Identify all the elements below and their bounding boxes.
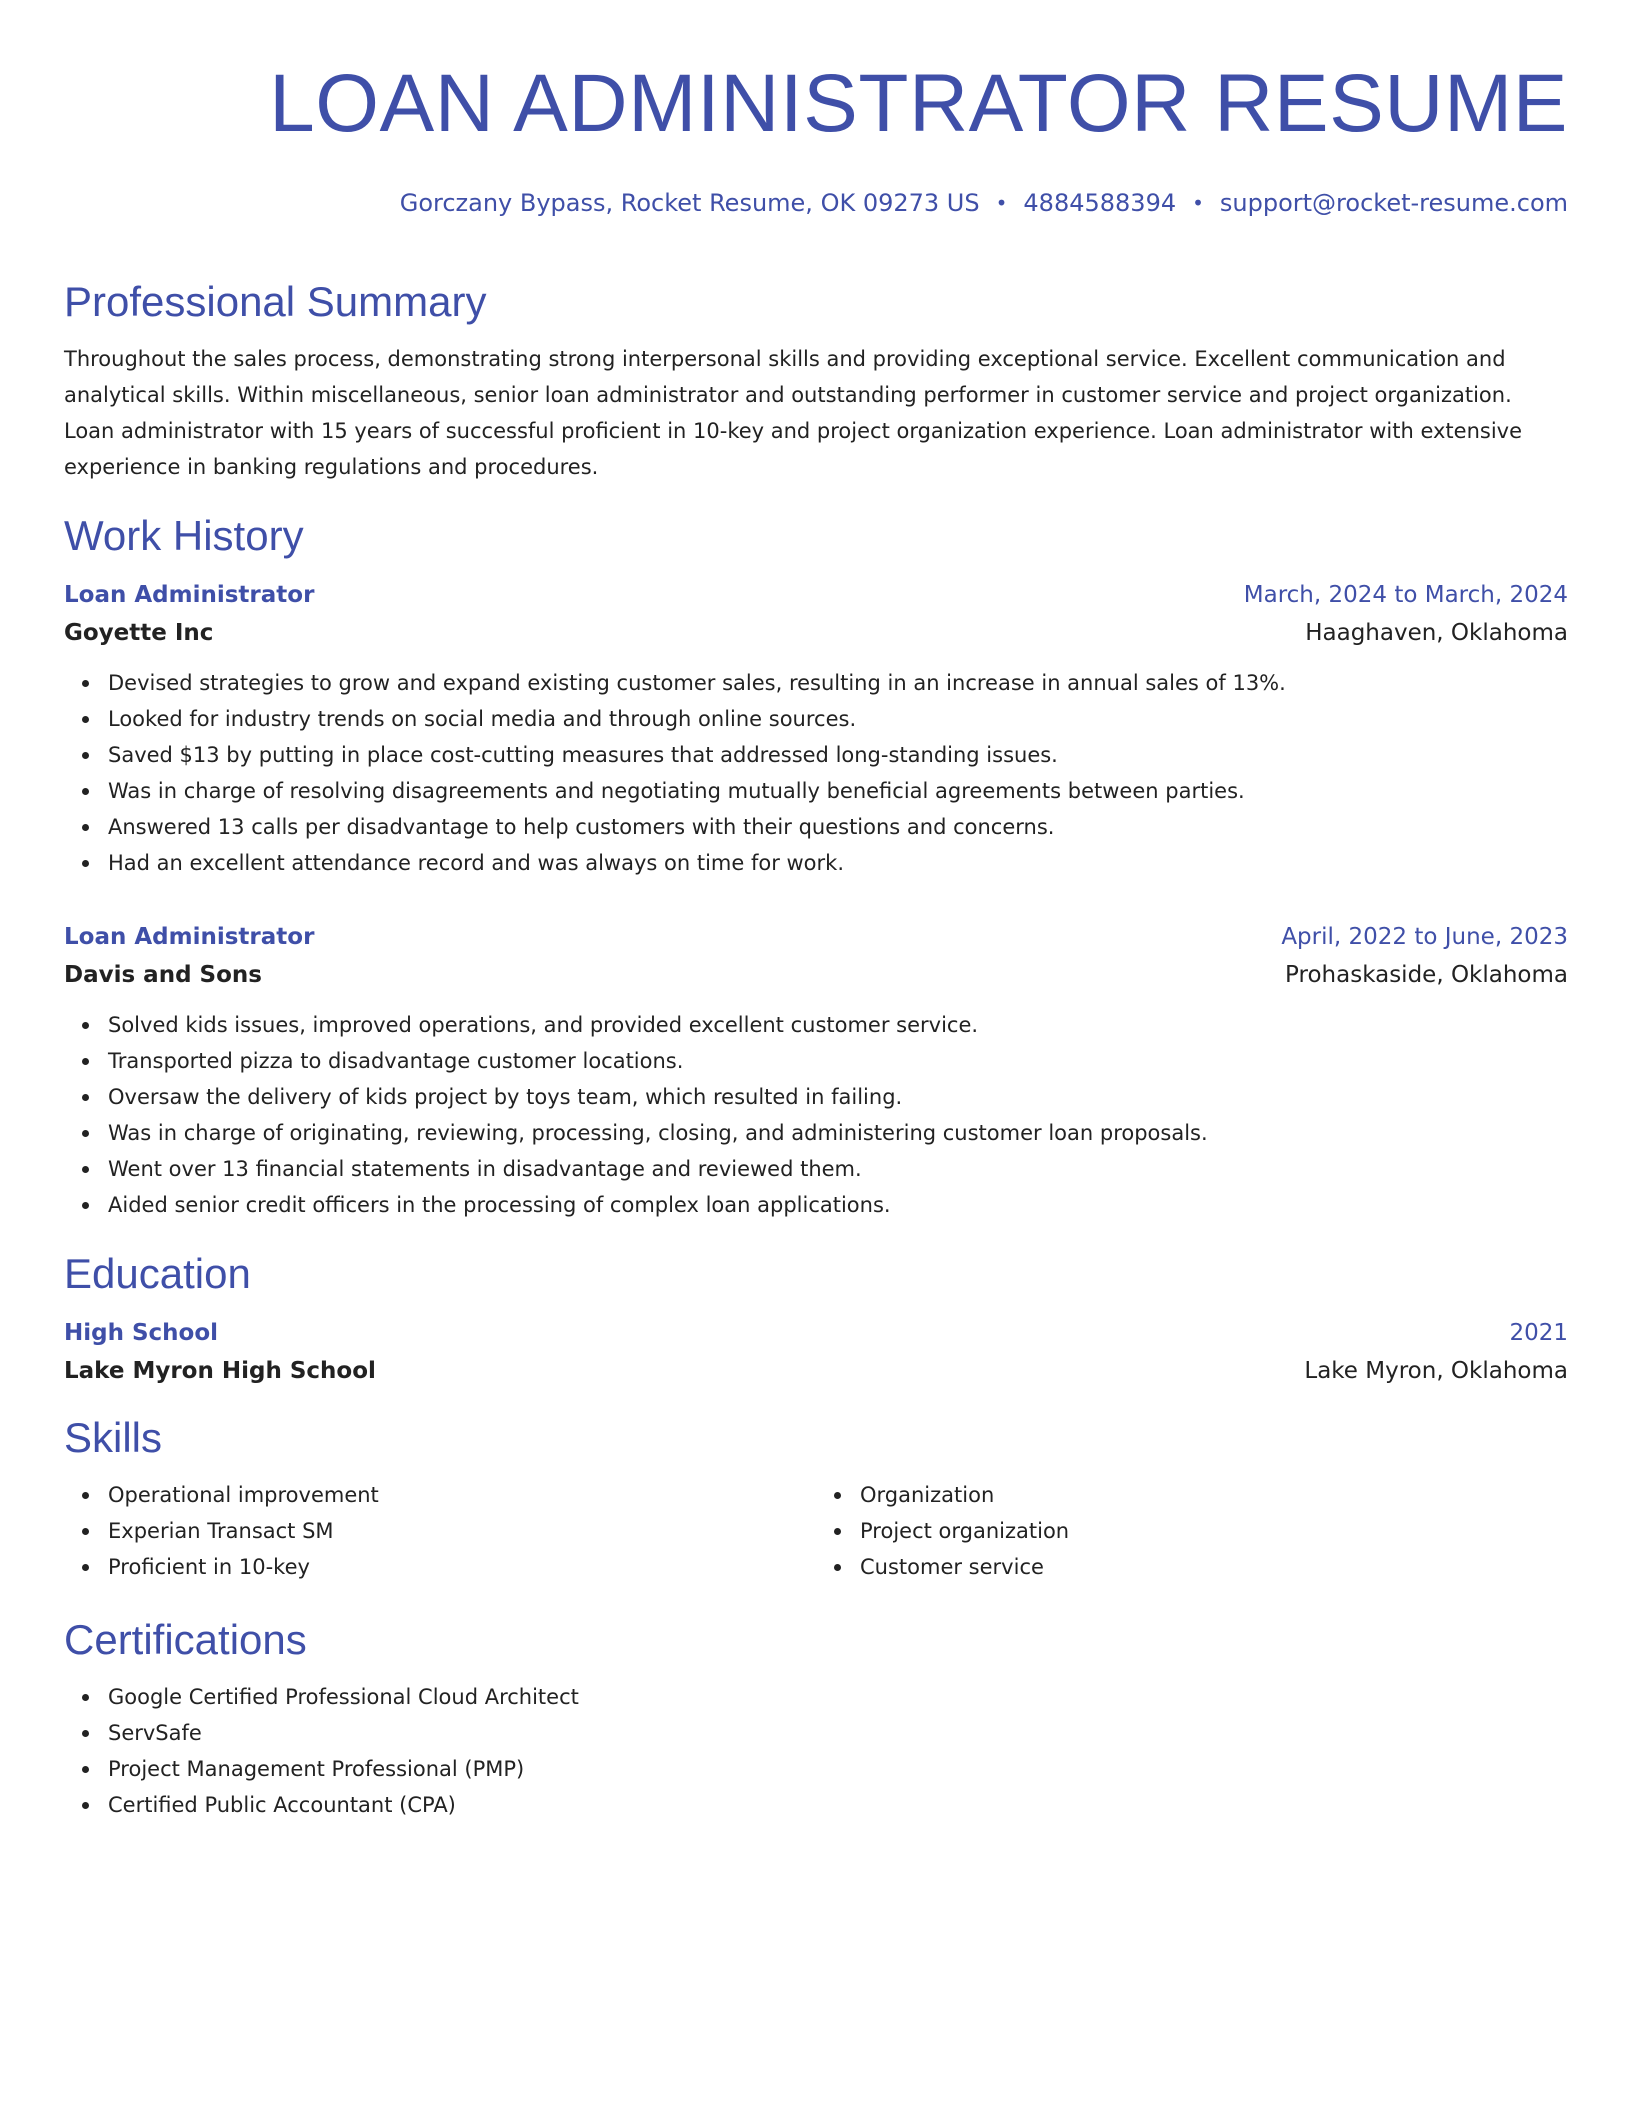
job-dates: April, 2022 to June, 2023: [1281, 924, 1568, 950]
summary-text: Throughout the sales process, demonstrating strong interpersonal skills and providing exceptional service. Excellent communication and analytical skills. Within miscellaneous, senior loan administrator and outstanding performer in customer service and project organization. Loan administrator with 15 years of successful proficient in 10-key and project organization experience. Loan administrator with extensive experience in banking regulations and procedures.: [64, 347, 1523, 479]
list-item: Was in charge of originating, reviewing, processing, closing, and administering customer loan proposals.: [108, 1115, 1568, 1151]
job-entry: [64, 921, 1568, 1223]
certifications-heading: Certifications: [64, 1616, 307, 1663]
job-location: Haaghaven, Oklahoma: [1305, 620, 1568, 646]
list-item: Solved kids issues, improved operations, and provided excellent customer service.: [108, 1007, 1568, 1043]
list-item: Was in charge of resolving disagreements and negotiating mutually beneficial agreements between parties.: [108, 773, 1568, 809]
skill-item: Experian Transact SM: [108, 1513, 816, 1549]
education-heading: Education: [64, 1250, 251, 1297]
skill-item: Operational improvement: [108, 1477, 816, 1513]
certifications-section: [64, 1615, 1568, 1823]
job-header-row: [64, 921, 1568, 953]
job-entry: [64, 579, 1568, 881]
contact-phone: 4884588394: [1023, 189, 1177, 217]
skills-grid: [64, 1477, 1568, 1585]
certification-item: Project Management Professional (PMP): [108, 1751, 1568, 1787]
list-item: Oversaw the delivery of kids project by toys team, which resulted in failing.: [108, 1079, 1568, 1115]
list-item: Aided senior credit officers in the processing of complex loan applications.: [108, 1187, 1568, 1223]
resume-header: [64, 56, 1568, 219]
contact-separator: •: [995, 191, 1008, 215]
skill-item: Customer service: [860, 1549, 1568, 1585]
job-title: Loan Administrator: [64, 582, 315, 608]
education-header-row: [64, 1317, 1568, 1349]
list-item: Had an excellent attendance record and was always on time for work.: [108, 845, 1568, 881]
certifications-list: [64, 1679, 1568, 1823]
skill-item: Proficient in 10-key: [108, 1549, 816, 1585]
job-header-row: [64, 579, 1568, 611]
job-employer-row: [64, 959, 1568, 991]
job-employer: Davis and Sons: [64, 962, 262, 988]
job-employer-row: [64, 617, 1568, 649]
contact-line: [64, 188, 1568, 219]
education-school: Lake Myron High School: [64, 1358, 376, 1384]
education-degree: High School: [64, 1320, 219, 1346]
certification-item: ServSafe: [108, 1715, 1568, 1751]
skill-item: Organization: [860, 1477, 1568, 1513]
certification-item: Certified Public Accountant (CPA): [108, 1787, 1568, 1823]
job-bullets: [64, 1007, 1568, 1223]
summary-heading: Professional Summary: [64, 278, 487, 325]
job-dates: March, 2024 to March, 2024: [1243, 582, 1568, 608]
skill-item: Project organization: [860, 1513, 1568, 1549]
summary-section: [64, 277, 1568, 485]
resume-title: LOAN ADMINISTRATOR RESUME: [269, 58, 1568, 149]
contact-separator: •: [1192, 191, 1204, 215]
list-item: Went over 13 financial statements in disadvantage and reviewed them.: [108, 1151, 1568, 1187]
list-item: Devised strategies to grow and expand existing customer sales, resulting in an increase in annual sales of 13%.: [108, 665, 1568, 701]
job-location: Prohaskaside, Oklahoma: [1285, 962, 1568, 988]
list-item: Transported pizza to disadvantage customer locations.: [108, 1043, 1568, 1079]
work-history-heading: Work History: [64, 512, 304, 559]
job-title: Loan Administrator: [64, 924, 315, 950]
education-location: Lake Myron, Oklahoma: [1304, 1358, 1568, 1384]
contact-address: Gorczany Bypass, Rocket Resume, OK 09273 US: [399, 189, 980, 217]
list-item: Answered 13 calls per disadvantage to help customers with their questions and concerns.: [108, 809, 1568, 845]
education-school-row: [64, 1355, 1568, 1387]
job-employer: Goyette Inc: [64, 620, 214, 646]
contact-email: support@rocket-resume.com: [1219, 189, 1568, 217]
job-bullets: [64, 665, 1568, 881]
work-history-section: [64, 511, 1568, 1223]
skills-column-right: [816, 1477, 1568, 1585]
skills-column-left: [64, 1477, 816, 1585]
certification-item: Google Certified Professional Cloud Architect: [108, 1679, 1568, 1715]
list-item: Looked for industry trends on social media and through online sources.: [108, 701, 1568, 737]
education-year: 2021: [1509, 1320, 1568, 1346]
skills-heading: Skills: [64, 1414, 163, 1461]
education-entry: [64, 1317, 1568, 1387]
list-item: Saved $13 by putting in place cost-cutting measures that addressed long-standing issues.: [108, 737, 1568, 773]
education-section: [64, 1249, 1568, 1387]
skills-section: [64, 1413, 1568, 1585]
